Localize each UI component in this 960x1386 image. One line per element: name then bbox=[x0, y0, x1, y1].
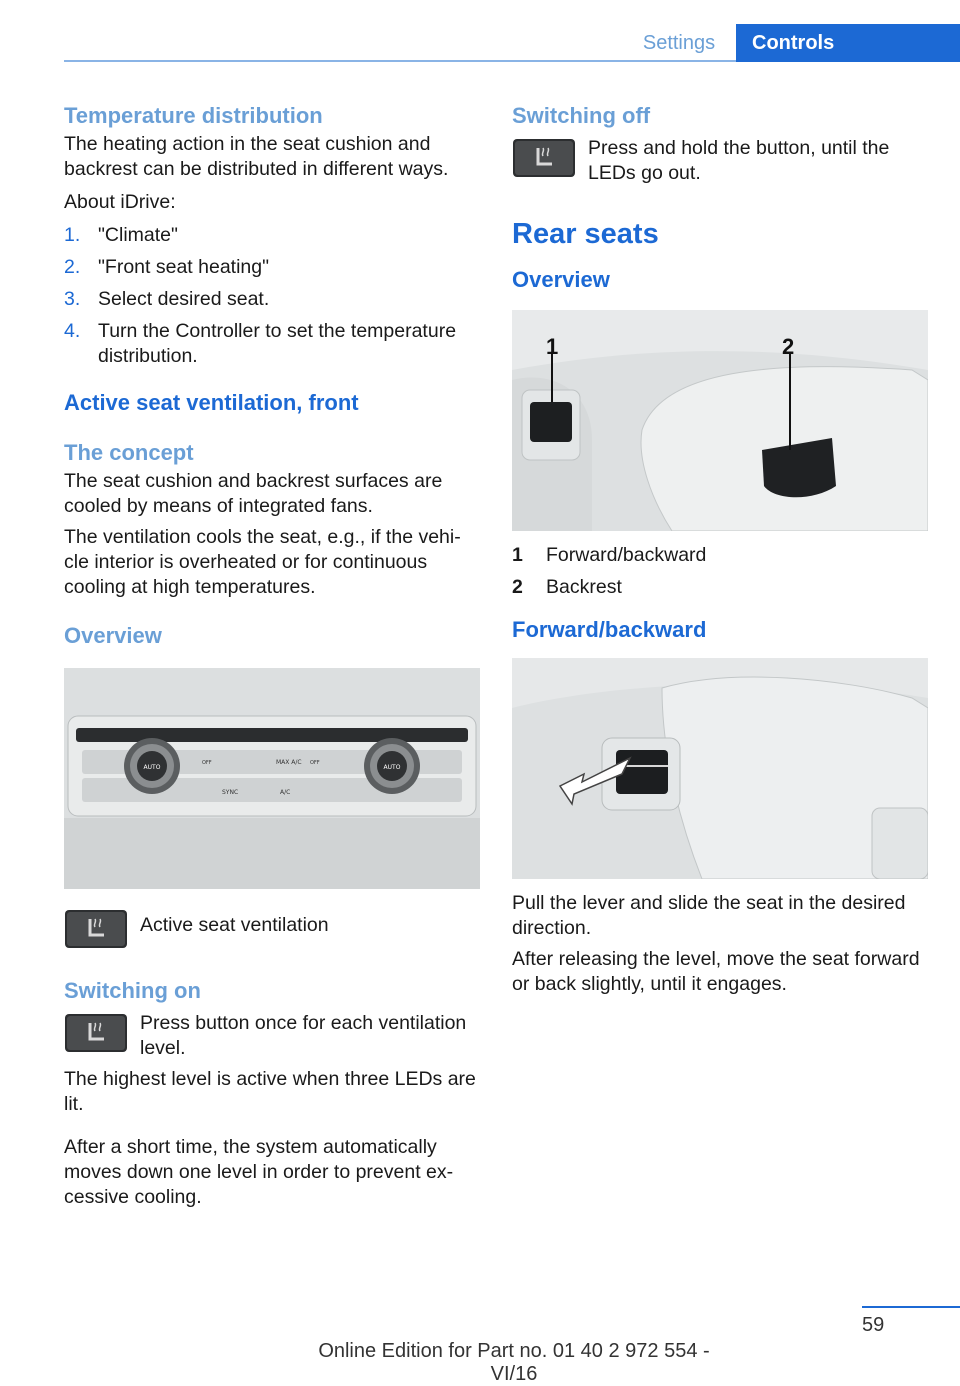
heading-overview-rear: Overview bbox=[512, 267, 610, 292]
legend-item bbox=[512, 543, 930, 568]
step-text: Select desired seat. bbox=[98, 288, 270, 310]
step-item bbox=[64, 255, 482, 280]
tab-settings[interactable]: Settings bbox=[642, 32, 716, 54]
seat-ventilation-icon bbox=[64, 1013, 128, 1053]
footer-rule bbox=[862, 1306, 960, 1308]
left-column bbox=[64, 100, 482, 1210]
step-text: "Climate" bbox=[98, 224, 178, 246]
tab-controls[interactable]: Controls bbox=[736, 24, 960, 62]
online-edition-note: Online Edition for Part no. 01 40 2 972 554 - VI/16 bbox=[318, 1340, 710, 1385]
callout-1: 1 bbox=[546, 334, 559, 359]
header-rule bbox=[64, 60, 736, 62]
max-ac-label: MAX A/C bbox=[276, 759, 302, 766]
page-number: 59 bbox=[862, 1314, 885, 1336]
heading-switching-on: Switching on bbox=[64, 978, 201, 1003]
heading-temperature-distribution: Temperature distribution bbox=[64, 103, 323, 128]
step-number: 4. bbox=[64, 320, 81, 342]
ventilation-button-row bbox=[64, 907, 482, 949]
step-text: Turn the Controller to set the temperature distribution. bbox=[98, 320, 457, 367]
heading-switching-off: Switching off bbox=[512, 103, 651, 128]
legend-number: 1 bbox=[512, 544, 523, 566]
forward-backward-illustration bbox=[512, 658, 928, 879]
off-label-2: OFF bbox=[310, 760, 320, 766]
concept-paragraph-2: The ventilation cools the seat, e.g., if the vehi-cle interior is overheated or for continuous cooling at high temperatures. bbox=[64, 526, 461, 598]
concept-paragraph-1: The seat cushion and backrest surfaces are cooled by means of integrated fans. bbox=[64, 470, 443, 517]
legend-item bbox=[512, 575, 930, 600]
legend-text: Forward/backward bbox=[546, 544, 707, 566]
step-number: 2. bbox=[64, 256, 81, 278]
step-number: 3. bbox=[64, 288, 81, 310]
forward-backward-figure bbox=[512, 658, 928, 879]
switch-on-paragraph-1: The highest level is active when three LEDs are lit. bbox=[64, 1068, 476, 1115]
idrive-steps bbox=[64, 223, 482, 369]
idrive-intro: About iDrive: bbox=[64, 191, 176, 213]
heading-forward-backward: Forward/backward bbox=[512, 617, 707, 642]
switch-on-paragraph-2: After a short time, the system automatically moves down one level in order to prevent ex-cessive cooling. bbox=[64, 1136, 454, 1208]
off-label-1: OFF bbox=[202, 760, 212, 766]
step-text: "Front seat heating" bbox=[98, 256, 270, 278]
legend-number: 2 bbox=[512, 576, 523, 598]
heading-active-seat-ventilation: Active seat ventilation, front bbox=[64, 390, 359, 415]
right-column bbox=[512, 100, 930, 997]
switch-on-instruction: Press button once for each ventilation level. bbox=[140, 1012, 467, 1059]
seat-ventilation-icon bbox=[512, 138, 576, 178]
forward-backward-paragraph-1: Pull the lever and slide the seat in the desired direction. bbox=[512, 892, 906, 939]
step-number: 1. bbox=[64, 224, 81, 246]
temp-dist-body: The heating action in the seat cushion and backrest can be distributed in different ways. bbox=[64, 133, 449, 180]
step-item bbox=[64, 287, 482, 312]
auto-label-left: AUTO bbox=[143, 764, 161, 771]
rear-seat-overview-figure bbox=[512, 310, 928, 531]
heading-the-concept: The concept bbox=[64, 440, 194, 465]
heading-rear-seats: Rear seats bbox=[512, 218, 659, 250]
auto-label-right: AUTO bbox=[383, 764, 401, 771]
rear-seat-overview-illustration bbox=[512, 310, 928, 531]
climate-panel-figure bbox=[64, 668, 480, 889]
switch-off-instruction: Press and hold the button, until the LEDs go out. bbox=[588, 137, 890, 184]
ventilation-caption: Active seat ventilation bbox=[140, 914, 329, 936]
page-header bbox=[0, 24, 960, 62]
climate-panel-illustration bbox=[64, 668, 480, 889]
ac-label: A/C bbox=[280, 789, 291, 796]
sync-label: SYNC bbox=[222, 789, 239, 796]
switch-off-button-row bbox=[512, 136, 930, 186]
switch-on-button-row bbox=[64, 1011, 482, 1061]
callout-2: 2 bbox=[782, 334, 795, 359]
rear-seat-legend bbox=[512, 543, 930, 600]
step-item bbox=[64, 223, 482, 248]
step-item bbox=[64, 319, 482, 369]
forward-backward-paragraph-2: After releasing the level, move the seat forward or back slightly, until it engages. bbox=[512, 948, 920, 995]
legend-text: Backrest bbox=[546, 576, 622, 598]
heading-overview-ventilation: Overview bbox=[64, 623, 162, 648]
seat-ventilation-icon bbox=[64, 909, 128, 949]
